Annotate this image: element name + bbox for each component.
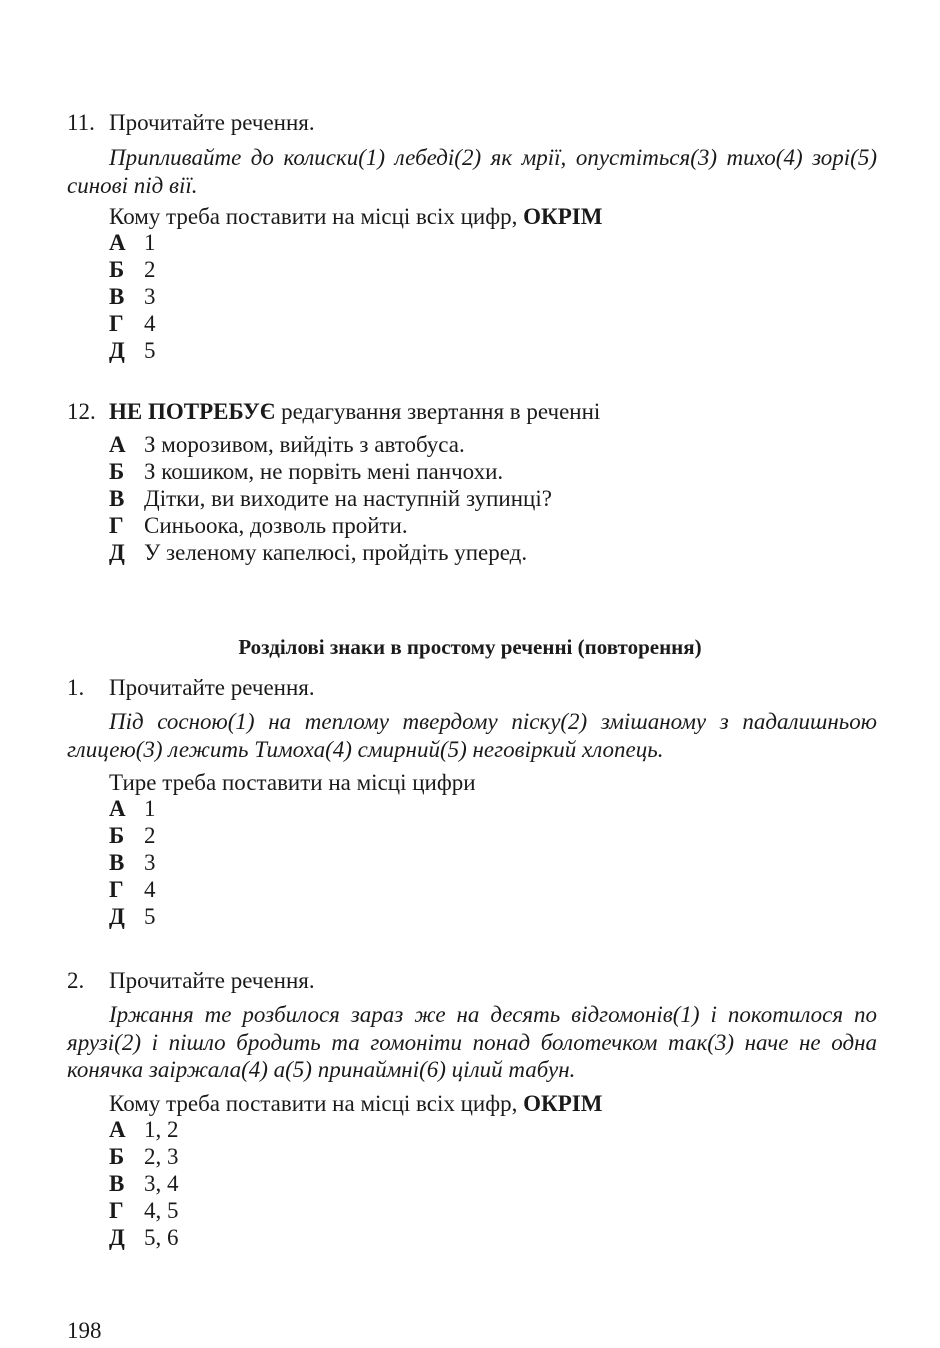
option-letter: Д	[109, 540, 125, 565]
task-emphasis: ОКРІМ	[523, 204, 603, 229]
question-number: 12.	[67, 399, 96, 424]
answer-option[interactable]	[109, 1198, 179, 1225]
answer-option[interactable]	[109, 513, 408, 540]
option-text: 5	[144, 338, 156, 363]
option-text: 3, 4	[144, 1171, 179, 1196]
page-number: 198	[67, 1318, 102, 1343]
question-sentence: Іржання те розбилося зараз же на десять відгомонів(1) і покотилося по ярузі(2) і пішло бродить та гомоніти понад болотечком так(3) наче не одна конячка заіржала(4) а(5) принаймні(6) цілий табун.	[67, 1002, 877, 1082]
answer-option[interactable]	[109, 823, 156, 850]
option-text: 1	[144, 230, 156, 255]
question-prompt: Прочитайте речення.	[109, 968, 315, 993]
option-text: З морозивом, вийдіть з автобуса.	[144, 432, 465, 457]
task-text: Кому треба поставити на місці всіх цифр,	[109, 204, 518, 229]
task-emphasis: НЕ ПОТРЕБУЄ	[109, 399, 276, 424]
section-heading: Розділові знаки в простому реченні (повторення)	[238, 635, 702, 659]
option-text: 5	[144, 904, 156, 929]
question-number: 2.	[67, 968, 85, 993]
answer-option[interactable]	[109, 796, 156, 823]
option-text: 3	[144, 850, 156, 875]
option-text: Дітки, ви виходите на наступній зупинці?	[144, 486, 552, 511]
task-text: Кому треба поставити на місці всіх цифр,	[109, 1091, 518, 1116]
question-task	[109, 399, 600, 425]
option-letter: Г	[109, 513, 124, 538]
answer-option[interactable]	[109, 432, 465, 459]
answer-option[interactable]	[109, 459, 503, 486]
answer-option[interactable]	[109, 486, 552, 513]
answer-option[interactable]	[109, 1171, 179, 1198]
option-letter: Г	[109, 311, 124, 336]
option-letter: А	[109, 796, 126, 821]
question-sentence: Припливайте до колиски(1) лебеді(2) як мрії, опустіться(3) тихо(4) зорі(5) синові під вії.	[67, 145, 877, 198]
answer-option[interactable]	[109, 1225, 179, 1252]
option-letter: Д	[109, 1225, 125, 1250]
option-letter: Г	[109, 1198, 124, 1223]
task-emphasis: ОКРІМ	[523, 1091, 603, 1116]
question-number: 1.	[67, 675, 85, 700]
option-letter: Д	[109, 338, 125, 363]
answer-option[interactable]	[109, 1117, 179, 1144]
option-letter: Б	[109, 1144, 125, 1169]
answer-option[interactable]	[109, 338, 156, 365]
question-prompt: Прочитайте речення.	[109, 110, 315, 135]
option-text: 5, 6	[144, 1225, 179, 1250]
answer-option[interactable]	[109, 904, 156, 931]
option-letter: В	[109, 284, 125, 309]
question-number: 11.	[67, 110, 95, 135]
option-text: 2, 3	[144, 1144, 179, 1169]
task-text: редагування звертання в реченні	[281, 399, 601, 424]
option-text: У зеленому капелюсі, пройдіть уперед.	[144, 540, 528, 565]
option-text: 3	[144, 284, 156, 309]
option-letter: Г	[109, 877, 124, 902]
question-prompt: Прочитайте речення.	[109, 675, 315, 700]
option-letter: Б	[109, 257, 125, 282]
option-letter: В	[109, 486, 125, 511]
option-letter: В	[109, 1171, 125, 1196]
option-letter: Б	[109, 823, 125, 848]
option-text: З кошиком, не порвіть мені панчохи.	[144, 459, 504, 484]
answer-option[interactable]	[109, 257, 156, 284]
option-text: 1, 2	[144, 1117, 179, 1142]
option-text: 1	[144, 796, 156, 821]
question-task: Тире треба поставити на місці цифри	[109, 770, 476, 795]
option-text: 2	[144, 257, 156, 282]
option-text: 4	[144, 311, 156, 336]
question-sentence: Під сосною(1) на теплому твердому піску(2) змішаному з падалишньою глицею(3) лежить Тимоха(4) смирний(5) неговіркий хлопець.	[67, 709, 877, 762]
answer-option[interactable]	[109, 850, 156, 877]
option-text: 4, 5	[144, 1198, 179, 1223]
answer-option[interactable]	[109, 311, 156, 338]
option-text: 4	[144, 877, 156, 902]
option-letter: А	[109, 432, 126, 457]
option-letter: А	[109, 1117, 126, 1142]
option-letter: Б	[109, 459, 125, 484]
option-text: Синьоока, дозволь пройти.	[144, 513, 408, 538]
answer-option[interactable]	[109, 230, 156, 257]
answer-option[interactable]	[109, 540, 527, 567]
answer-option[interactable]	[109, 284, 156, 311]
option-letter: Д	[109, 904, 125, 929]
answer-option[interactable]	[109, 1144, 179, 1171]
question-task	[109, 204, 602, 230]
option-text: 2	[144, 823, 156, 848]
option-letter: В	[109, 850, 125, 875]
option-letter: А	[109, 230, 126, 255]
answer-option[interactable]	[109, 877, 156, 904]
question-task	[109, 1091, 602, 1117]
